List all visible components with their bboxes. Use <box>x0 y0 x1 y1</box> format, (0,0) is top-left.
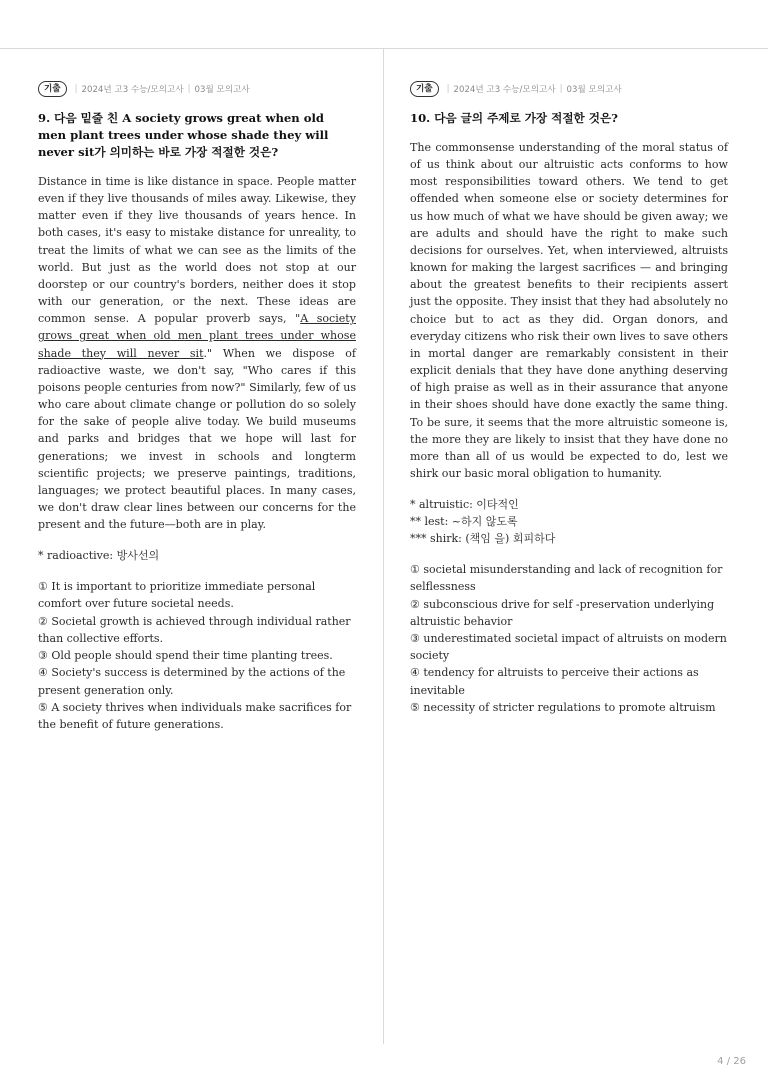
header-rule <box>0 48 768 49</box>
choice-5[interactable]: ⑤ A society thrives when individuals make sacrifices for the benefit of future generations. <box>38 700 352 731</box>
choice-3[interactable]: ③ underestimated societal impact of altruists on modern society <box>410 631 727 663</box>
passage-text-after: ." When we dispose of radioactive waste, we don't say, "Who cares if this poisons people centuries from now?" Similarly, few of us who care about climate change or pollution do so solely for the sake of people alive today. We build museums and parks and bridges that we hope will last for generations; we invest in schools and longterm scientific projects; we preserve paintings, traditions, languages; we protect beautiful places. In many cases, we don't draw clear lines between our concerns for the present and the future—both are in play. <box>38 346 356 532</box>
underlined-phrase: A society grows great when old men plant trees under whose shade they will never sit <box>38 312 356 360</box>
source-exam: 03월 모의고사 <box>194 85 250 95</box>
question-9-column <box>38 80 356 733</box>
footnote: * radioactive: 방사선의 <box>38 549 160 563</box>
choice-1[interactable]: ① societal misunderstanding and lack of recognition for selflessness <box>410 563 723 594</box>
source-exam: 03월 모의고사 <box>566 85 622 95</box>
page-number: 4 / 26 <box>717 1056 746 1067</box>
answer-choices <box>38 578 356 733</box>
choice-1[interactable]: ① It is important to prioritize immediate personal comfort over future societal needs. <box>38 580 316 611</box>
answer-choices <box>410 561 728 716</box>
source-year: 2024년 고3 수능/모의고사 <box>81 85 184 95</box>
choice-2[interactable]: ② Societal growth is achieved through individual rather than collective efforts. <box>38 614 351 645</box>
choice-5[interactable]: ⑤ necessity of stricter regulations to promote altruism <box>410 700 716 714</box>
footnotes <box>410 496 728 547</box>
question-10-column <box>410 80 728 716</box>
source-tagline: 기출 | 2024년 고3 수능/모의고사 | 03월 모의고사 <box>38 80 356 98</box>
footnotes <box>38 547 356 564</box>
passage-text-before: Distance in time is like distance in space. People matter even if they live thousands of miles away. Likewise, they matter even if they live thousands of years hence. In both cases, it's easy to mistake distance for unreality, to treat the limits of what we can see as the limits of the world. But just as the world does not stop at our doorstep or our country's borders, neither does it stop with our generation, or the next. These ideas are common sense. A popular proverb says, " <box>38 175 356 326</box>
source-tagline: 기출 | 2024년 고3 수능/모의고사 | 03월 모의고사 <box>410 80 728 98</box>
column-divider <box>383 49 384 1044</box>
footnote: *** shirk: (책임 을) 회피하다 <box>410 532 556 546</box>
choice-4[interactable]: ④ Society's success is determined by the actions of the present generation only. <box>38 666 346 697</box>
passage: The commonsense understanding of the moral status of of us think about our altruistic acts conforms to how most responsibilities toward others. We tend to get offended when someone else or society determines for us how much of what we have should be given away; we are adults and should have the right to make such decisions for ourselves. Yet, when interviewed, altruists known for making the largest sacrifices — and bringing about the greatest benefits to their recipients assert just the opposite. They insist that they had absolutely no choice but to act as they did. Organ donors, and everyday citizens who risk their own lives to save others in mortal danger are remarkably consistent in their explicit denials that they have done anything deserving of high praise as well as in their assurance that anyone in their shoes should have done exactly the same thing. To be sure, it seems that the more altruistic someone is, the more they are likely to insist that they have done no more than all of us would be expected to do, lest we shirk our basic moral obligation to humanity. <box>410 141 728 480</box>
choice-2[interactable]: ② subconscious drive for self -preservation underlying altruistic behavior <box>410 597 715 628</box>
source-year: 2024년 고3 수능/모의고사 <box>453 85 556 95</box>
question-title: 10. 다음 글의 주제로 가장 적절한 것은? <box>410 111 618 125</box>
question-title: 9. 다음 밑줄 친 A society grows great when old men plant trees under whose shade they will never sit가 의미하는 바로 가장 적절한 것은? <box>38 111 329 159</box>
footnote: ** lest: ~하지 않도록 <box>410 515 518 529</box>
choice-3[interactable]: ③ Old people should spend their time planting trees. <box>38 649 333 663</box>
choice-4[interactable]: ④ tendency for altruists to perceive their actions as inevitable <box>410 666 699 697</box>
footnote: * altruistic: 이타적인 <box>410 498 519 512</box>
passage <box>38 173 356 533</box>
past-exam-badge: 기출 <box>38 81 67 97</box>
past-exam-badge: 기출 <box>410 81 439 97</box>
